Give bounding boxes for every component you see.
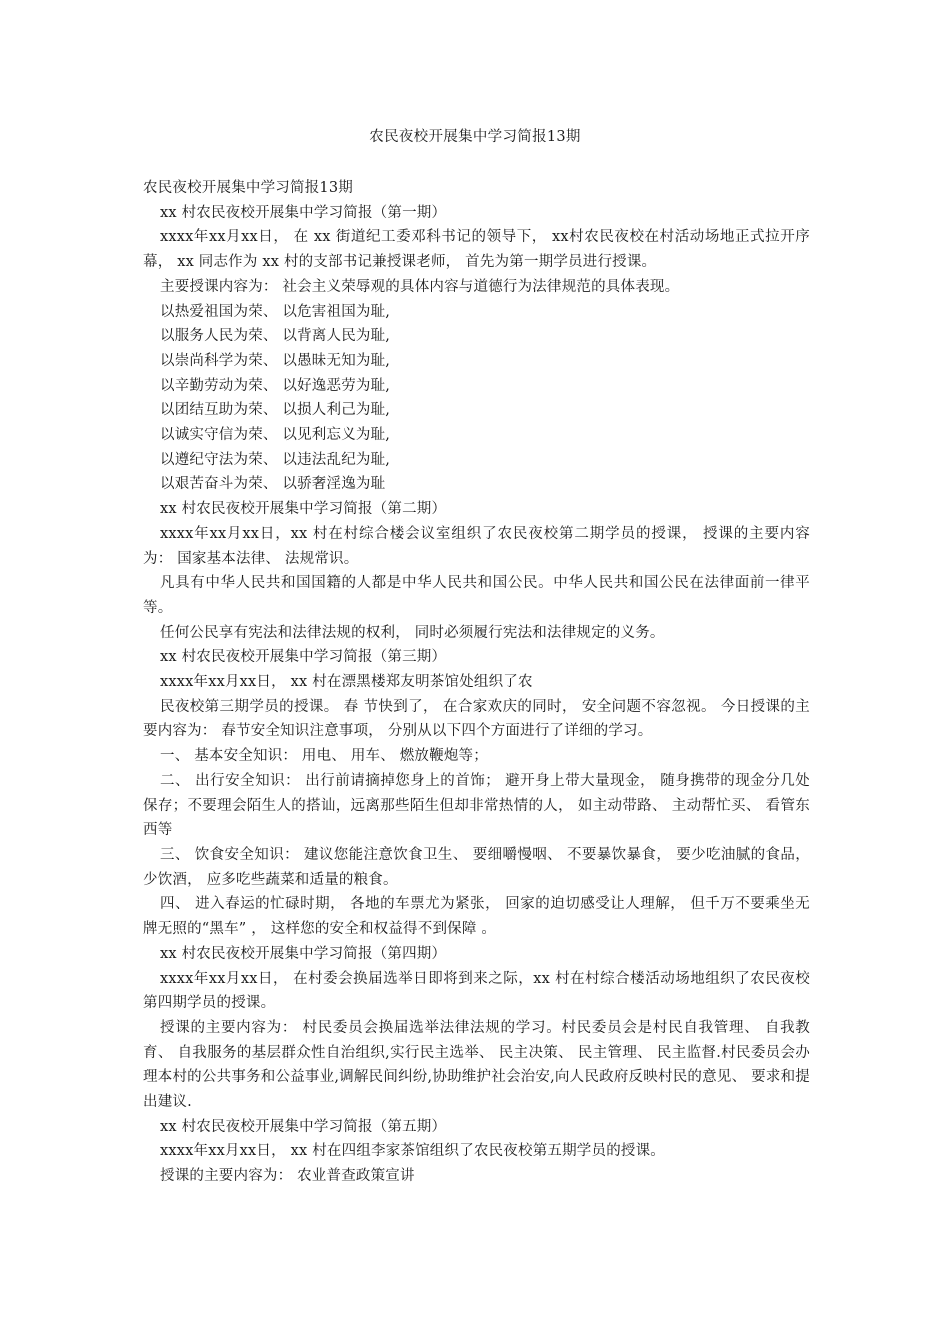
paragraph: xxxx年xx月xx日， xx 村在漂黑楼郑友明茶馆处组织了农: [160, 674, 533, 691]
paragraph: 以崇尚科学为荣、 以愚昧无知为耻,: [160, 352, 391, 369]
paragraph: 任何公民享有宪法和法律法规的权利， 同时必须履行宪法和法律规定的义务。: [160, 624, 665, 641]
paragraph: xxxx年xx月xx日， 在 xx 街道纪工委邓科书记的领导下， xx村农民夜校在村活动场地正式拉开序幕， xx 同志作为 xx 村的支部书记兼授课老师， 首先为第一期学员进行授课。: [143, 229, 810, 271]
document-title: 农民夜校开展集中学习简报13期: [369, 129, 581, 145]
paragraph: xxxx年xx月xx日，xx 村在村综合楼会议室组织了农民夜校第二期学员的授课， 授课的主要内容为： 国家基本法律、 法规常识。: [143, 525, 810, 567]
paragraph: 以服务人民为荣、 以背离人民为耻,: [160, 328, 391, 345]
paragraph: 以遵纪守法为荣、 以违法乱纪为耻,: [160, 451, 391, 468]
paragraph: 以团结互助为荣、 以损人利己为耻,: [160, 402, 391, 419]
paragraph: 农民夜校开展集中学习简报13期: [143, 180, 353, 196]
paragraph: xx 村农民夜校开展集中学习简报（第一期）: [160, 204, 447, 221]
paragraph: 以诚实守信为荣、 以见利忘义为耻,: [160, 427, 391, 444]
paragraph: 一、 基本安全知识： 用电、 用车、 燃放鞭炮等；: [160, 748, 488, 765]
paragraph: 主要授课内容为： 社会主义荣辱观的具体内容与道德行为法律规范的具体表现。: [160, 278, 680, 295]
paragraph: 四、 进入春运的忙碌时期， 各地的车票尤为紧张， 回家的迫切感受让人理解， 但千万不要乘坐无牌无照的“黑车” ， 这样您的安全和权益得不到保障 。: [143, 896, 810, 938]
paragraph: 授课的主要内容为： 村民委员会换届选举法律法规的学习。村民委员会是村民自我管理、 自我教育、 自我服务的基层群众性自治组织,实行民主选举、 民主决策、 民主管理、 民主监督.村民委员会办理本村的公共事务和公益事业,调解民间纠纷,协助维护社会治安,向人民政府反映村民的意见、 要求和提出建议.: [143, 1019, 810, 1111]
paragraph: xx 村农民夜校开展集中学习简报（第四期）: [160, 945, 447, 962]
paragraph: 三、 饮食安全知识： 建议您能注意饮食卫生、 要细嚼慢咽、 不要暴饮暴食， 要少吃油腻的食品， 少饮酒， 应多吃些蔬菜和适量的粮食。: [143, 846, 810, 888]
paragraph: 民夜校第三期学员的授课。 春 节快到了， 在合家欢庆的同时， 安全问题不容忽视。 今日授课的主要内容为： 春节安全知识注意事项， 分别从以下四个方面进行了详细的学习。: [143, 698, 810, 740]
paragraph: 二、 出行安全知识： 出行前请摘掉您身上的首饰； 避开身上带大量现金， 随身携带的现金分几处保存；不要理会陌生人的搭讪，远离那些陌生但却非常热情的人， 如主动带路、 主动帮忙买、 看管东西等: [143, 772, 810, 839]
paragraph: xxxx年xx月xx日， xx 村在四组李家茶馆组织了农民夜校第五期学员的授课。: [160, 1143, 665, 1160]
paragraph: xx 村农民夜校开展集中学习简报（第三期）: [160, 649, 447, 666]
paragraph: 以热爱祖国为荣、 以危害祖国为耻,: [160, 303, 391, 320]
paragraph: 凡具有中华人民共和国国籍的人都是中华人民共和国公民。中华人民共和国公民在法律面前一律平等。: [143, 575, 810, 616]
paragraph: xx 村农民夜校开展集中学习简报（第二期）: [160, 501, 447, 518]
paragraph: xxxx年xx月xx日， 在村委会换届选举日即将到来之际，xx 村在村综合楼活动场地组织了农民夜校第四期学员的授课。: [143, 970, 810, 1012]
document-body: [143, 176, 810, 1189]
paragraph: 以艰苦奋斗为荣、 以骄奢淫逸为耻: [160, 476, 386, 493]
paragraph: 以辛勤劳动为荣、 以好逸恶劳为耻,: [160, 377, 391, 394]
paragraph: xx 村农民夜校开展集中学习简报（第五期）: [160, 1118, 447, 1135]
paragraph: 授课的主要内容为： 农业普查政策宣讲: [160, 1168, 415, 1185]
